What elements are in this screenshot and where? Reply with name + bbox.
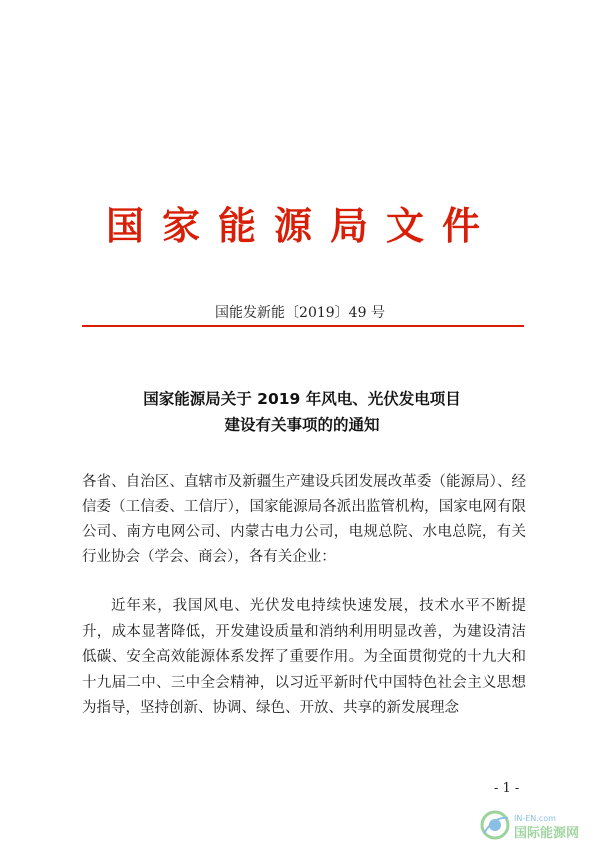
watermark-logo — [478, 806, 596, 844]
in-en-logo-icon — [478, 806, 596, 844]
notice-title-line-1: 国家能源局关于 2019 年风电、光伏发电项目 — [143, 390, 461, 408]
notice-title — [80, 386, 524, 438]
document-number: 国能发新能〔2019〕49 号 — [215, 305, 385, 321]
notice-title-line-2: 建设有关事项的的通知 — [224, 416, 380, 434]
watermark-domain: IN-EN.com — [514, 814, 556, 823]
issuing-authority-header: 国家能源局文件 — [105, 204, 498, 248]
watermark-logo-text: 国际能源网 — [514, 826, 580, 841]
addressee-list: 各省、自治区、直辖市及新疆生产建设兵团发展改革委（能源局）、经信委（工信委、工信厅），国家能源局各派出监管机构，国家电网有限公司、南方电网公司、内蒙古电力公司，电规总院、水电总院，有关行业协会（学会、商会），各有关企业： — [82, 474, 526, 565]
page-number: - 1 - — [494, 781, 520, 796]
red-divider-line — [82, 325, 524, 327]
body-paragraph: 近年来，我国风电、光伏发电持续快速发展，技术水平不断提升，成本显著降低，开发建设质量和消纳利用明显改善，为建设清洁低碳、安全高效能源体系发挥了重要作用。为全面贯彻党的十九大和十九届二中、三中全会精神，以习近平新时代中国特色社会主义思想为指导，坚持创新、协调、绿色、开放、共享的新发展理念 — [82, 598, 526, 716]
